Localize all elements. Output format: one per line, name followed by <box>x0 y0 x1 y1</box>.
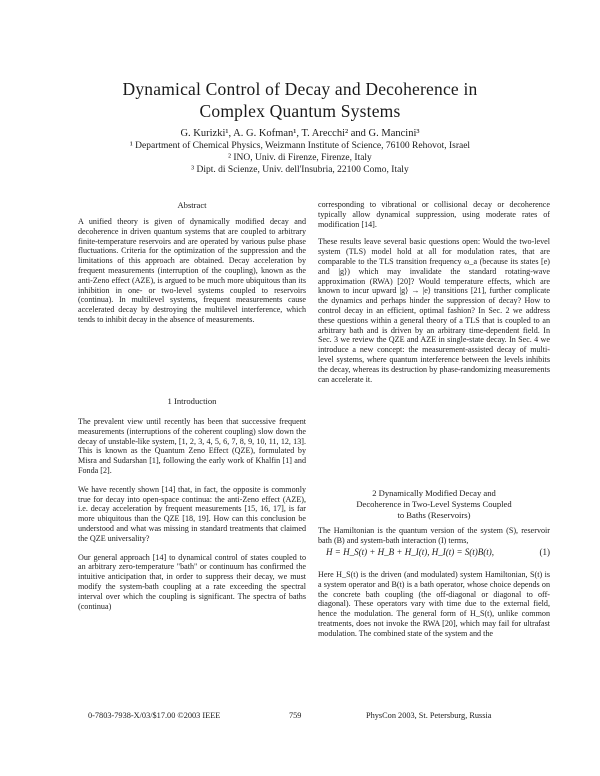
abstract-text: A unified theory is given of dynamically modified decay and decoherence in driven quantum systems that are coupled to arbitrary finite-temperature reservoirs and are operated by various pulse phase fluctuations. Criteria for the optimization of the suppression and the limitations of this approach are obtained. Decay acceleration by frequent measurements (interruption of the coupling), known as the anti-Zeno effect (AZE), is argued to be much more ubiquitous than its inhibition in one- or two-level systems coupled to reservoirs (continua). In multilevel systems, frequent measurements cause accelerated decay by destroying the multilevel interference, which tends to inhibit decay in the absence of measurements. <box>78 217 306 324</box>
section-2-heading-line: to Baths (Reservoirs) <box>397 510 471 520</box>
section-2-heading <box>318 488 550 521</box>
introduction-heading: 1 Introduction <box>167 396 217 406</box>
authors: G. Kurizki¹, A. G. Kofman¹, T. Arecchi² and G. Mancini³ <box>180 128 420 139</box>
equation-1-number: (1) <box>539 547 550 557</box>
introduction-paragraph: These results leave several basic questions open: Would the two-level system (TLS) model hold at all for modulation rates, that are comparable to the TLS transition frequency ω_a (because its states [e) and |g⟩) which may invalidate the standard rotating-wave approximation (RWA) [20]? Would temperature effects, which are known to incur upward |g⟩ → |e⟩ transitions [21], further complicate the dynamics and perhaps hinder the suppression of decay? How to control decay in an efficient, optimal fashion? In Sec. 2 we address these questions within a general theory of a TLS that is coupled to an arbitrary bath and is driven by an arbitrary time-dependent field. In Sec. 3 we review the QZE and AZE in single-state decay. In Sec. 4 we introduce a new concept: the measurement-assisted decay of multi-level systems, where quantum interference between the levels inhibits the decay, whereas its destruction by phase-randomizing measurements can accelerate it. <box>318 237 550 384</box>
right-column-top <box>318 200 550 384</box>
abstract-block <box>78 200 306 325</box>
equation-1-body: H = H_S(t) + H_B + H_I(t), H_I(t) = S(t)B(t), <box>326 547 495 557</box>
footer-page-number: 759 <box>289 711 302 720</box>
section-2-intro <box>318 526 550 546</box>
paper-title-line-2: Complex Quantum Systems <box>199 101 401 121</box>
affiliation-3: ³ Dipt. di Scienze, Univ. dell'Insubria, 22100 Como, Italy <box>191 165 409 175</box>
section-2-heading-line: 2 Dynamically Modified Decay and <box>372 488 496 498</box>
section-2-body-text: Here H_S(t) is the driven (and modulated) system Hamiltonian, S(t) is a system operator and B(t) is a bath operator, whose choice depends on the concrete bath coupling (the off-diagonal or diagonal to off-diagonal). These operators vary with time due to the external field, hence the modulation. The general form of H_S(t), unlike common treatments, does not invoke the RWA [20], which may fail for ultrafast modulation. The combined state of the system and the <box>318 570 550 638</box>
introduction-continuation: corresponding to vibrational or collisional decay or decoherence typically allow dynamical suppression, using moderate rates of modification [14]. <box>318 200 550 229</box>
affiliation-1: ¹ Department of Chemical Physics, Weizmann Institute of Science, 76100 Rehovot, Israel <box>129 141 471 151</box>
introduction-paragraph: Our general approach [14] to dynamical control of states coupled to an arbitrary zero-temperature "bath" or continuum has confirmed the intuitive anticipation that, in order to suppress their decay, we must modify the system-bath coupling at a rate exceeding the spectral interval over which the coupling is significant. The spectra of baths (continua) <box>78 552 306 611</box>
abstract-heading: Abstract <box>177 200 207 210</box>
footer-copyright: 0-7803-7938-X/03/$17.00 ©2003 IEEE <box>88 711 221 720</box>
affiliation-2: ² INO, Univ. di Firenze, Firenze, Italy <box>228 153 372 163</box>
section-2-intro-text: The Hamiltonian is the quantum version of the system (S), reservoir bath (B) and system-bath interaction (I) terms, <box>318 526 550 545</box>
introduction-paragraph: We have recently shown [14] that, in fact, the opposite is commonly true for decay into open-space continua: the anti-Zeno effect (AZE), i.e. decay acceleration by frequent measurements [15, 16, 17], is far more ubiquitous than the QZE [18, 19]. How can this conclusion be understood and what was missing in standard treatments that claimed the QZE universality? <box>78 484 306 543</box>
paper-title-line-1: Dynamical Control of Decay and Decoherence in <box>122 79 478 99</box>
section-2-body <box>318 570 550 639</box>
introduction-section <box>78 396 306 611</box>
section-2-heading-line: Decoherence in Two-Level Systems Coupled <box>356 499 512 509</box>
introduction-paragraph: The prevalent view until recently has been that successive frequent measurements (interruptions of the coherent coupling) slow down the decay of unstable-like system, [1, 2, 3, 4, 5, 6, 7, 8, 9, 10, 11, 12, 13]. This is known as the Quantum Zeno Effect (QZE), formulated by Misra and Sudarshan [1], following the early work of Khalfin [1] and Fonda [2]. <box>78 417 306 475</box>
footer-conference: PhysCon 2003, St. Petersburg, Russia <box>366 711 492 720</box>
equation-1 <box>326 547 550 558</box>
